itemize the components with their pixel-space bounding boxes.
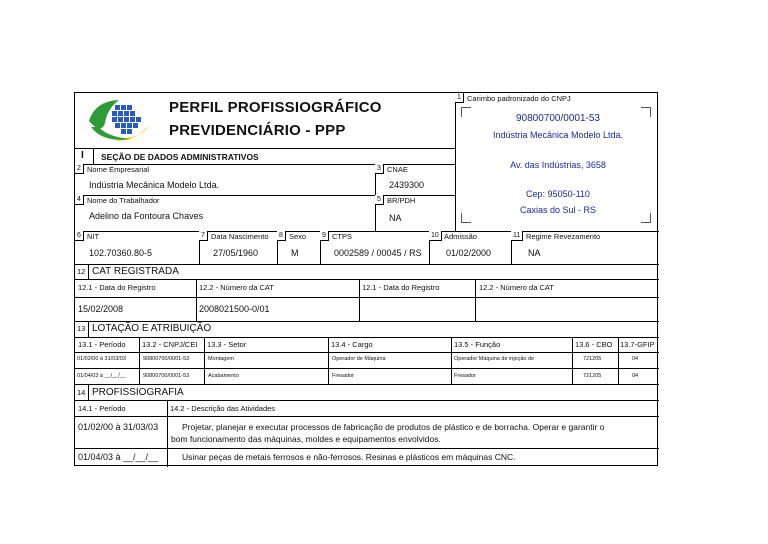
column-header: 12.2 - Número da CAT (199, 283, 274, 292)
section-number: 14 (77, 388, 86, 397)
government-logo-icon (85, 97, 155, 143)
column-header: 12.2 - Número da CAT (479, 283, 554, 292)
admission-value: 01/02/2000 (446, 248, 492, 258)
regime-value: NA (528, 248, 541, 258)
company-name-value: Indústria Mecânica Modelo Ltda. (89, 180, 220, 190)
br-pdh-value: NA (389, 213, 402, 223)
field-number: 6 (75, 231, 84, 241)
field-number: 11 (511, 231, 523, 241)
field-number: 9 (320, 231, 329, 241)
birthdate-value: 27/05/1960 (213, 248, 259, 258)
column-header: 12.1 - Data do Registro (362, 283, 440, 292)
table-cell: 01/02/00 à 31/03/03 (77, 356, 126, 362)
field-label: Sexo (289, 232, 307, 241)
table-cell: 04 (632, 356, 639, 362)
field-number: 2 (75, 164, 84, 174)
section-roman-numeral: I (81, 150, 84, 161)
stamp-city: Caxias do Sul - RS (519, 205, 597, 215)
section-number: 13 (77, 324, 86, 333)
column-header: 14.1 - Período (78, 404, 126, 413)
field-label: CTPS (332, 232, 353, 241)
column-header: 13.6 - CBO (575, 340, 613, 349)
table-cell: Operador Máquina de injeção de (454, 356, 535, 362)
activity-description: Projetar, planejar e executar processos de fabricação de produtos de plástico e de borracha. Operar e garantir o (182, 422, 605, 432)
field-number: 8 (277, 231, 286, 241)
table-cell: Fresador (332, 373, 355, 379)
field-number: 1 (455, 93, 464, 103)
table-cell: Montagem (208, 356, 234, 362)
field-label: NIT (87, 232, 100, 241)
field-label: Nome Empresarial (87, 165, 150, 174)
table-cell: 721205 (583, 373, 602, 379)
ppp-form (74, 92, 658, 466)
section-title: CAT REGISTRADA (92, 266, 179, 277)
cnae-value: 2439300 (389, 180, 425, 190)
field-label: CNAE (387, 165, 408, 174)
field-label: Nome do Trabalhador (87, 196, 160, 205)
column-header: 13.4 - Cargo (331, 340, 373, 349)
stamp-company: Indústria Mecânica Modelo Ltda. (492, 130, 624, 140)
section-title: PROFISSIOGRAFIA (92, 387, 184, 398)
column-header: 13.3 - Setor (207, 340, 247, 349)
field-number: 3 (375, 164, 384, 174)
section-title: LOTAÇÃO E ATRIBUIÇÃO (92, 323, 212, 334)
activity-description: Usinar peças de metais ferrosos e não-ferrosos. Resinas e plásticos em máquinas CNC. (182, 452, 516, 462)
worker-name-value: Adelino da Fontoura Chaves (89, 211, 204, 221)
stamp-cnpj: 90800700/0001-53 (516, 113, 600, 124)
column-header: 13.5 - Função (454, 340, 501, 349)
activity-description: bom funcionamento das máquinas, moldes e equipamentos envolvidos. (171, 434, 441, 444)
field-number: 7 (199, 231, 208, 241)
field-number: 5 (375, 195, 384, 205)
table-cell: 01/04/03 à __/__/__ (77, 373, 126, 379)
form-title-line2: PREVIDENCIÁRIO - PPP (169, 122, 346, 139)
form-title-line1: PERFIL PROFISSIOGRÁFICO (169, 99, 382, 116)
section-number: 12 (77, 267, 86, 276)
column-header: 12.1 - Data do Registro (78, 283, 156, 292)
stamp-cep: Cep: 95050-110 (526, 189, 590, 199)
column-header: 13.7-GFIP (620, 340, 655, 349)
table-cell: 04 (632, 373, 639, 379)
column-header: 14.2 - Descrição das Atividades (170, 404, 276, 413)
activity-period: 01/04/03 à __/__/__ (78, 452, 159, 462)
table-cell: Acabamento (208, 373, 239, 379)
stamp-address: Av. das Indústrias, 3658 (510, 160, 606, 170)
nit-value: 102.70360.80-5 (89, 248, 153, 258)
table-cell: Fresador (454, 373, 477, 379)
field-number: 10 (429, 231, 442, 241)
field-label: Data Nascimento (211, 232, 269, 241)
section-title: SEÇÃO DE DADOS ADMINISTRATIVOS (101, 152, 259, 162)
field-label: Admissão (444, 232, 477, 241)
cat-date-value: 15/02/2008 (78, 304, 124, 314)
activity-period: 01/02/00 à 31/03/03 (78, 422, 159, 432)
ctps-value: 0002589 / 00045 / RS (334, 248, 422, 258)
field-label: BR/PDH (387, 196, 416, 205)
column-header: 13.1 - Período (78, 340, 126, 349)
stamp-label: Carimbo padronizado do CNPJ (467, 94, 571, 103)
table-cell: 90800700/0001-53 (143, 373, 190, 379)
table-cell: 721205 (583, 356, 602, 362)
table-cell: Operador de Máquina (332, 356, 386, 362)
table-cell: 90800700/0001-53 (143, 356, 190, 362)
sex-value: M (291, 248, 299, 258)
cat-number-value: 2008021500-0/01 (199, 304, 270, 314)
field-label: Regime Revezamento (526, 232, 601, 241)
column-header: 13.2 - CNPJ/CEI (142, 340, 198, 349)
field-number: 4 (75, 195, 84, 205)
